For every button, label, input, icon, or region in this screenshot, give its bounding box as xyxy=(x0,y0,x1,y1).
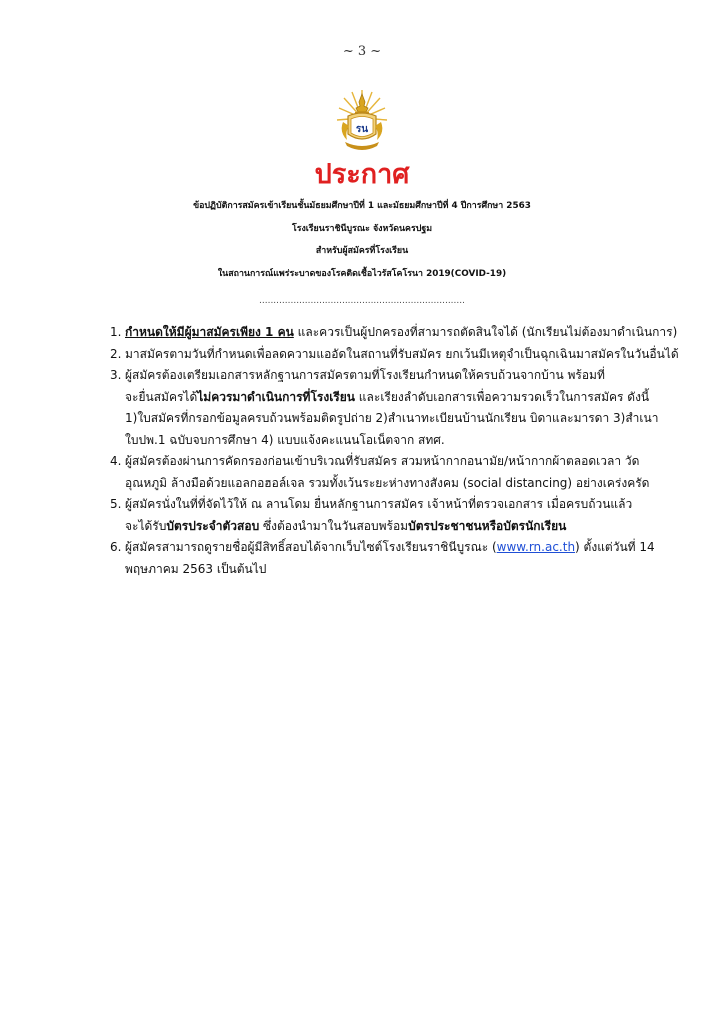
announcement-subtitle xyxy=(0,195,724,285)
subtitle-line-4: ในสถานการณ์แพร่ระบาดของโรคติดเชื้อไวรัสโคโรนา 2019(COVID-19) xyxy=(217,268,507,279)
rule-4 xyxy=(110,451,690,494)
rule-text: อุณหภูมิ ล้างมือด้วยแอลกอฮอล์เจล รวมทั้งเว้นระยะห่างทางสังคม (social distancing) อย่างเคร่งครัด xyxy=(125,475,650,490)
rule-emphasis: กำหนดให้มีผู้มาสมัครเพียง 1 คน xyxy=(125,325,294,339)
rule-text: ใบปพ.1 ฉบับจบการศึกษา 4) แบบแจ้งคะแนนโอเน็ตจาก สทศ. xyxy=(125,432,445,447)
rule-text: จะได้รับ xyxy=(125,518,167,533)
subtitle-line-1: ข้อปฏิบัติการสมัครเข้าเรียนชั้นมัธยมศึกษาปีที่ 1 และมัธยมศึกษาปีที่ 4 ปีการศึกษา 2563 xyxy=(193,201,531,211)
rule-number: 6. xyxy=(110,540,122,554)
rule-emphasis: บัตรประชาชนหรือบัตรนักเรียน xyxy=(408,518,567,533)
school-crest-icon xyxy=(335,88,389,154)
rule-number: 2. xyxy=(110,346,122,361)
rule-text: จะยื่นสมัครได้ xyxy=(125,389,198,404)
rule-number: 1. xyxy=(110,325,122,339)
page-number: ~ 3 ~ xyxy=(342,44,382,59)
school-website-link[interactable]: www.rn.ac.th xyxy=(496,540,576,554)
rule-1 xyxy=(110,322,690,344)
rule-text: ) ตั้งแต่วันที่ 14 xyxy=(575,540,655,554)
rule-text: มาสมัครตามวันที่กำหนดเพื่อลดความแออัดในสถานที่รับสมัคร ยกเว้นมีเหตุจำเป็นฉุกเฉินมาสมัครในวันอื่นได้ xyxy=(125,346,679,361)
rule-2 xyxy=(110,344,690,366)
announcement-title: ประกาศ xyxy=(314,159,410,190)
rule-text: พฤษภาคม 2563 เป็นต้นไป xyxy=(125,561,267,576)
rule-text: ผู้สมัครสามารถดูรายชื่อผู้มีสิทธิ์สอบได้จากเว็บไซต์โรงเรียนราชินีบูรณะ ( xyxy=(125,540,497,554)
rule-5 xyxy=(110,494,690,537)
rule-text: ซึ่งต้องนำมาในวันสอบพร้อม xyxy=(259,518,409,533)
rule-number: 3. xyxy=(110,368,122,382)
divider: ........................................................................ xyxy=(259,296,465,306)
subtitle-line-2: โรงเรียนราชินีบูรณะ จังหวัดนครปฐม xyxy=(291,223,433,234)
rule-text: และเรียงลำดับเอกสารเพื่อความรวดเร็วในการสมัคร ดังนี้ xyxy=(354,389,650,404)
rule-3 xyxy=(110,365,690,451)
rule-number: 5. xyxy=(110,497,122,511)
rule-text: และควรเป็นผู้ปกครองที่สามารถตัดสินใจได้ (นักเรียนไม่ต้องมาดำเนินการ) xyxy=(293,325,678,339)
rules-list xyxy=(110,322,690,580)
rule-emphasis: บัตรประจำตัวสอบ xyxy=(166,518,260,533)
rule-text: 1)ใบสมัครที่กรอกข้อมูลครบถ้วนพร้อมติดรูปถ่าย 2)สำเนาทะเบียนบ้านนักเรียน บิดาและมารดา 3)สำเนา xyxy=(125,411,659,425)
rule-text: ผู้สมัครนั่งในที่ที่จัดไว้ให้ ณ ลานโดม ยื่นหลักฐานการสมัคร เจ้าหน้าที่ตรวจเอกสาร เมื่อครบถ้วนแล้ว xyxy=(125,497,633,511)
rule-6 xyxy=(110,537,690,580)
svg-text:รน: รน xyxy=(355,124,369,135)
subtitle-line-3: สำหรับผู้สมัครที่โรงเรียน xyxy=(315,246,409,256)
rule-text: ผู้สมัครต้องเตรียมเอกสารหลักฐานการสมัครตามที่โรงเรียนกำหนดให้ครบถ้วนจากบ้าน พร้อมที่ xyxy=(125,368,605,382)
rule-number: 4. xyxy=(110,454,122,468)
rule-text: ผู้สมัครต้องผ่านการคัดกรองก่อนเข้าบริเวณที่รับสมัคร สวมหน้ากากอนามัย/หน้ากากผ้าตลอดเวลา วัด xyxy=(125,454,640,468)
rule-emphasis: ไม่ควรมาดำเนินการที่โรงเรียน xyxy=(197,389,355,404)
